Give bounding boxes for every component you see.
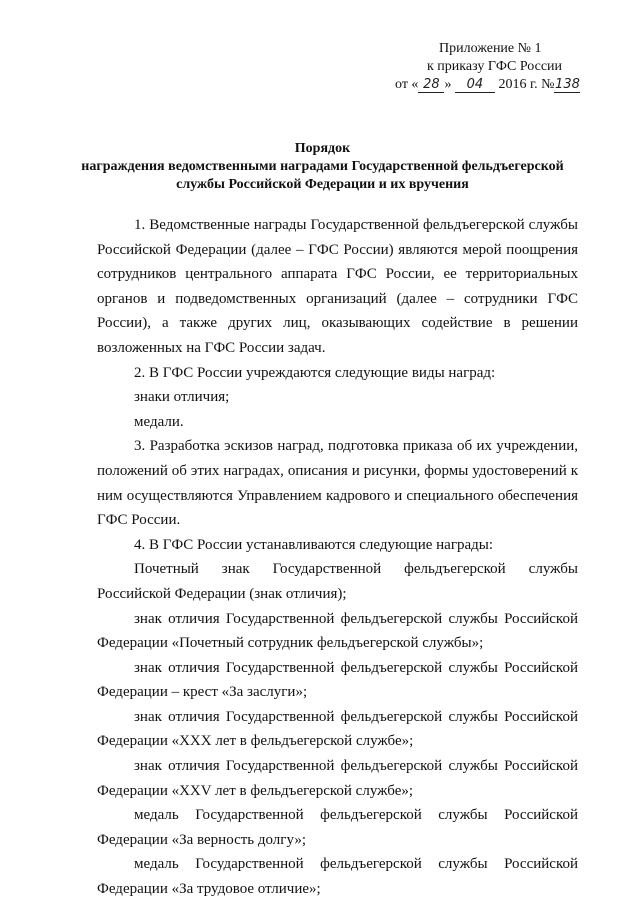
date-quote-close: »: [444, 77, 452, 92]
document-title: [60, 140, 585, 194]
award-item: медаль Государственной фельдъегерской службы Российской Федерации «За трудовое отличие»;: [97, 856, 578, 898]
handwritten-month: 04: [455, 78, 495, 93]
paragraph-1: 1. Ведомственные награды Государственной фельдъегерской службы Российской Федерации (далее – ГФС России) являются мерой поощрения сотрудников центрального аппарата ГФС России, ее территориальных органов и подведомственных организаций (далее – сотрудники ГФС России), а также других лиц, оказывающих содействие в решении возложенных на ГФС России задач.: [97, 217, 578, 356]
award-item: знак отличия Государственной фельдъегерской службы Российской Федерации «Почетный сотрудник фельдъегерской службы»;: [97, 610, 578, 652]
list-item-insignia: знаки отличия;: [134, 389, 230, 406]
annex-label: Приложение № 1: [439, 41, 542, 56]
award-item: Почетный знак Государственной фельдъегерской службы Российской Федерации (знак отличия);: [97, 561, 578, 602]
title-line-1: Порядок: [294, 141, 351, 156]
paragraph-3: 3. Разработка эскизов наград, подготовка приказа об их учреждении, положений об этих наградах, описания и рисунки, формы удостоверений к ним осуществляются Управлением кадрового и специального обеспечения ГФС России.: [97, 438, 578, 529]
award-item: знак отличия Государственной фельдъегерской службы Российской Федерации «XXV лет в фельдъегерской службе»;: [97, 758, 578, 799]
list-item-medals: медали.: [134, 413, 184, 430]
date-prefix: от «: [395, 77, 419, 92]
handwritten-day: 28: [418, 78, 444, 93]
title-line-2: награждения ведомственными наградами Государственной фельдъегерской: [81, 159, 564, 174]
award-item: медаль Государственной фельдъегерской службы Российской Федерации «За верность долгу»;: [97, 807, 578, 848]
annex-order-reference: к приказу ГФС России: [427, 59, 563, 74]
paragraph-2: 2. В ГФС России учреждаются следующие виды наград:: [134, 364, 496, 381]
award-item: знак отличия Государственной фельдъегерской службы Российской Федерации «XXX лет в фельдъегерской службе»;: [97, 708, 578, 750]
award-item: знак отличия Государственной фельдъегерской службы Российской Федерации – крест «За заслуги»;: [97, 659, 578, 701]
handwritten-order-number: 138: [555, 77, 580, 92]
date-year-text: 2016 г. №: [498, 77, 555, 92]
title-line-3: службы Российской Федерации и их вручения: [176, 177, 469, 192]
document-body: [97, 213, 578, 902]
annex-header: [395, 40, 605, 94]
paragraph-4: 4. В ГФС России устанавливаются следующие награды:: [134, 536, 494, 553]
annex-date-line: [395, 76, 605, 94]
